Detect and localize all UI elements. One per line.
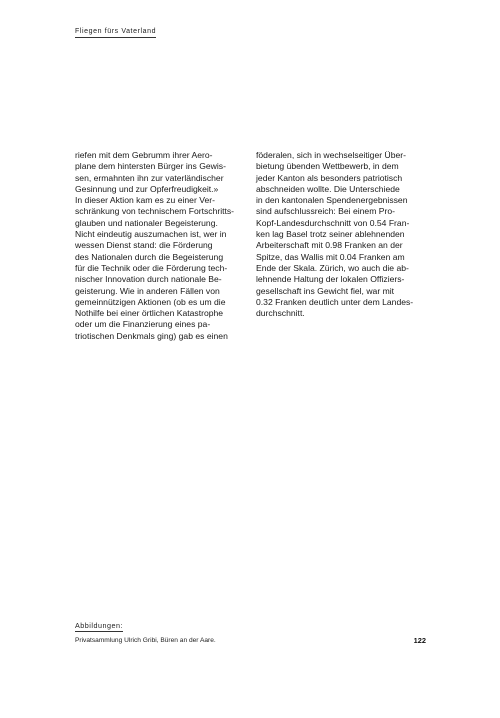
text-line: plane dem hintersten Bürger ins Gewis- <box>75 161 226 172</box>
text-line: sen, ermahnten ihn zur vaterländischer <box>75 172 224 183</box>
body-column-left <box>75 150 247 342</box>
text-line: in den kantonalen Spendenergebnissen <box>256 195 408 206</box>
text-line: Nothilfe bei einer örtlichen Katastrophe <box>75 308 224 319</box>
text-line: föderalen, sich in wechselseitiger Über- <box>256 150 406 160</box>
text-line: Ende der Skala. Zürich, wo auch die ab- <box>256 262 409 273</box>
text-line: riefen mit dem Gebrumm ihrer Aero- <box>75 150 213 160</box>
text-line: gemeinnützigen Aktionen (ob es um die <box>75 296 226 307</box>
running-title: Fliegen fürs Vaterland <box>75 28 156 38</box>
text-line: glauben und nationaler Begeisterung. <box>75 217 218 228</box>
text-line: gesellschaft ins Gewicht fiel, war mit <box>256 285 395 296</box>
text-line: bietung übenden Wettbewerb, in dem <box>256 161 399 172</box>
text-line: Nicht eindeutig auszumachen ist, wer in <box>75 229 227 240</box>
image-credit: Privatsammlung Ulrich Gribi, Büren an der Aare. <box>75 637 216 644</box>
text-line: schränkung von technischem Fortschritts- <box>75 206 235 217</box>
page-number: 122 <box>413 636 426 645</box>
text-line: durchschnitt. <box>256 308 305 319</box>
text-line: triotischen Denkmals ging) gab es einen <box>75 330 228 341</box>
text-line: abschneiden wollte. Die Unterschiede <box>256 183 400 194</box>
text-line: In dieser Aktion kam es zu einer Ver- <box>75 195 215 206</box>
text-line: des Nationalen durch die Begeisterung <box>75 251 224 262</box>
text-line: lehnende Haltung der lokalen Offiziers- <box>256 274 405 285</box>
text-line: sind aufschlussreich: Bei einem Pro- <box>256 206 395 217</box>
text-line: Kopf-Landesdurchschnitt von 0.54 Fran- <box>256 217 410 228</box>
text-line: Spitze, das Wallis mit 0.04 Franken am <box>256 251 405 262</box>
text-line: nischer Innovation durch nationale Be- <box>75 274 222 285</box>
text-line: ken lag Basel trotz seiner ablehnenden <box>256 229 405 240</box>
figures-label: Abbildungen: <box>75 621 123 630</box>
text-line: wessen Dienst stand: die Förderung <box>75 240 213 251</box>
text-line: 0.32 Franken deutlich unter dem Landes- <box>256 296 414 307</box>
text-line: für die Technik oder die Förderung tech- <box>75 262 228 273</box>
text-line: geisterung. Wie in anderen Fällen von <box>75 285 220 296</box>
text-line: jeder Kanton als besonders patriotisch <box>256 172 403 183</box>
text-line: Arbeiterschaft mit 0.98 Franken an der <box>256 240 403 251</box>
text-line: oder um die Finanzierung eines pa- <box>75 319 211 330</box>
body-column-right <box>256 150 426 319</box>
text-line: Gesinnung und zur Opferfreudigkeit.» <box>75 183 219 194</box>
